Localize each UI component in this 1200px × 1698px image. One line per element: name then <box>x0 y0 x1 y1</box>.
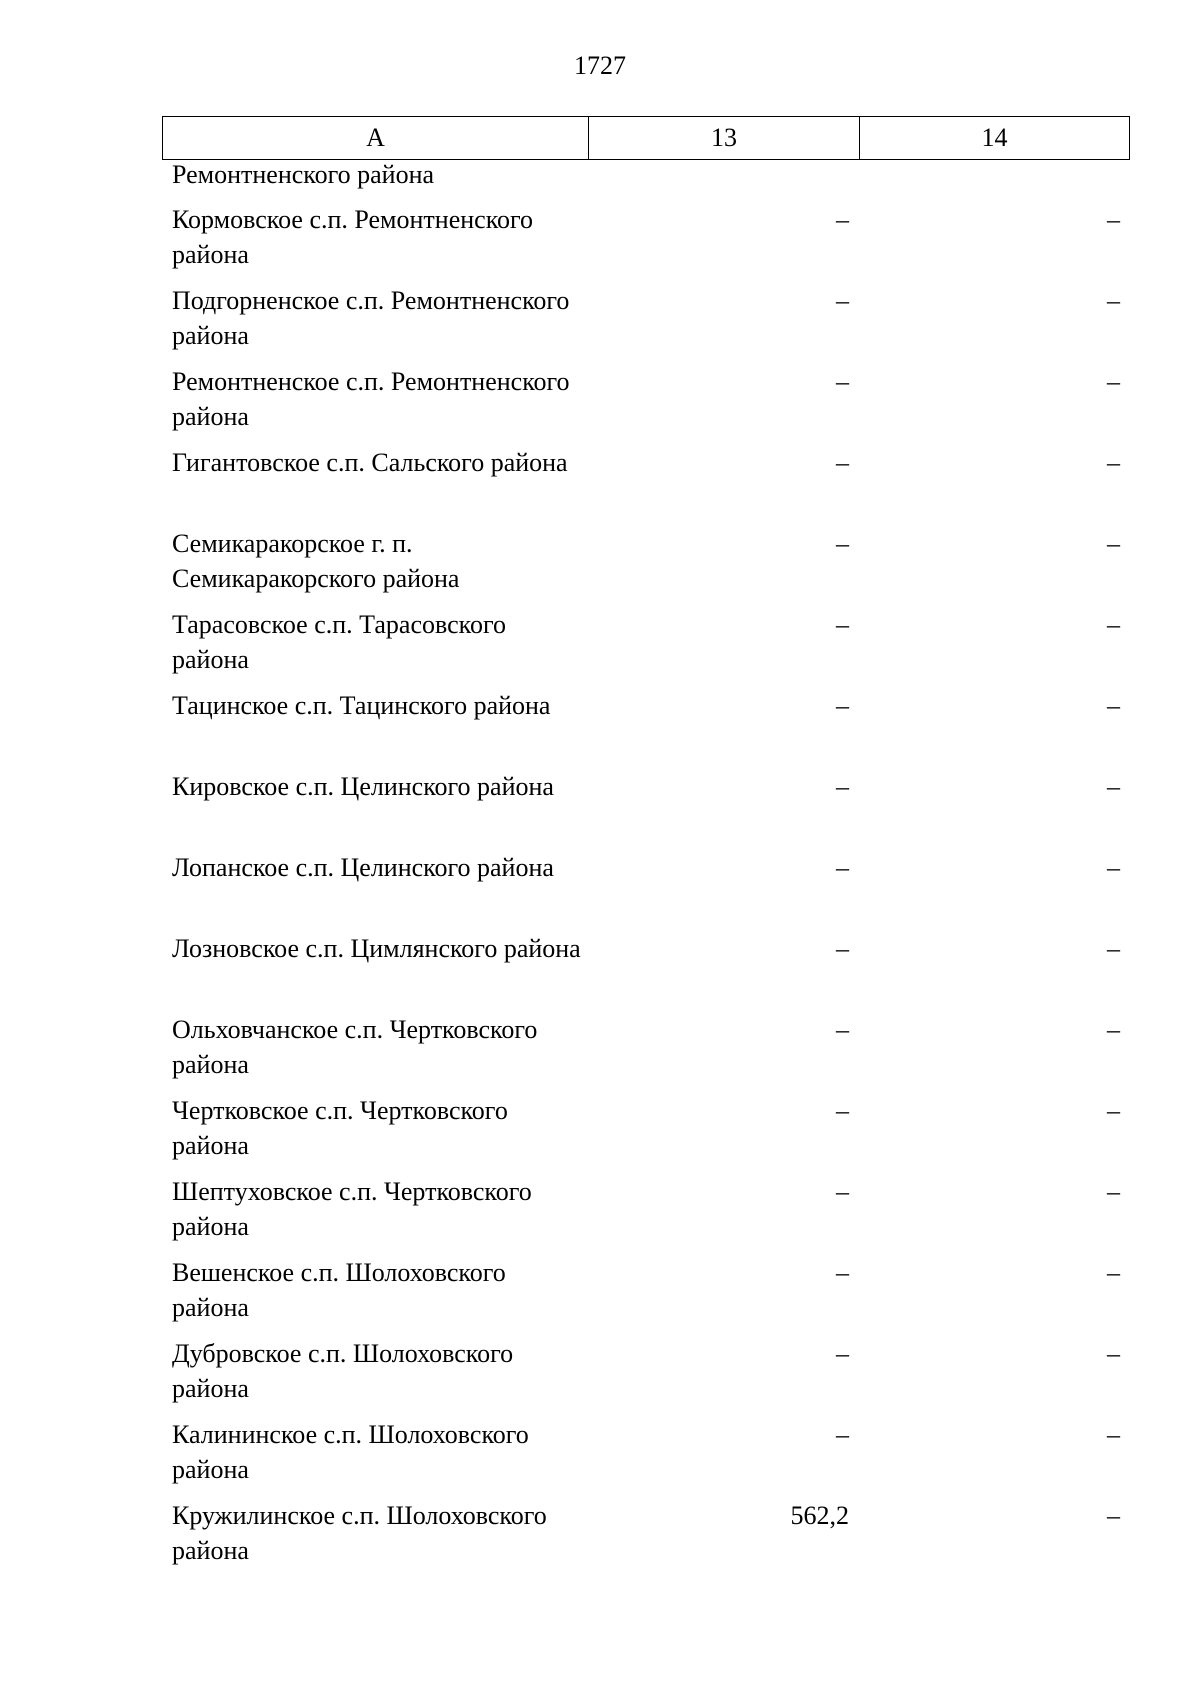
row-col-13: – <box>836 934 849 963</box>
row-col-13: – <box>836 1420 849 1449</box>
table-row <box>162 365 1130 446</box>
row-col-14: – <box>1107 205 1120 234</box>
row-col-14: – <box>1107 448 1120 477</box>
row-name: Тарасовское с.п. Тарасовского района <box>172 610 506 674</box>
row-name: Чертковское с.п. Чертковского района <box>172 1096 508 1160</box>
table-row <box>162 1256 1130 1337</box>
row-name: Дубровское с.п. Шолоховского района <box>172 1339 514 1403</box>
row-col-13: – <box>836 367 849 396</box>
row-col-14: – <box>1107 1420 1120 1449</box>
table-row <box>162 770 1130 851</box>
table-row <box>162 689 1130 770</box>
row-col-14: – <box>1107 853 1120 882</box>
row-col-13: – <box>836 772 849 801</box>
row-name: Кормовское с.п. Ремонтненского района <box>172 205 534 269</box>
row-col-14: – <box>1107 1258 1120 1287</box>
row-col-13: – <box>836 286 849 315</box>
row-name: Вешенское с.п. Шолоховского района <box>172 1258 506 1322</box>
table-row <box>162 1094 1130 1175</box>
row-name: Гигантовское с.п. Сальского района <box>172 448 568 477</box>
row-name: Тацинское с.п. Тацинского района <box>172 691 551 720</box>
table-row <box>162 851 1130 932</box>
row-col-14: – <box>1107 286 1120 315</box>
table-row <box>162 158 1130 203</box>
row-col-14: – <box>1107 1015 1120 1044</box>
row-col-13 <box>588 158 859 203</box>
row-col-13: – <box>836 1339 849 1368</box>
header-cell-14: 14 <box>981 123 1008 152</box>
row-name: Ремонтненское с.п. Ремонтненского района <box>172 367 570 431</box>
row-name: Семикаракорское г. п. Семикаракорского района <box>172 529 460 593</box>
row-col-13: – <box>836 448 849 477</box>
row-col-14: – <box>1107 772 1120 801</box>
page-number: 1727 <box>574 51 626 80</box>
row-col-14: – <box>1107 1339 1120 1368</box>
table-row <box>162 1418 1130 1499</box>
table-row <box>162 527 1130 608</box>
row-name: Лозновское с.п. Цимлянского района <box>172 934 581 963</box>
table-header <box>162 116 1130 160</box>
row-col-13: – <box>836 205 849 234</box>
row-col-14: – <box>1107 610 1120 639</box>
row-col-14: – <box>1107 1501 1120 1530</box>
row-col-13: – <box>836 1258 849 1287</box>
table-row <box>162 932 1130 1013</box>
row-name: Кружилинское с.п. Шолоховского района <box>172 1501 547 1565</box>
table-row <box>162 1175 1130 1256</box>
table-row <box>162 203 1130 284</box>
row-col-14: – <box>1107 691 1120 720</box>
header-cell-13: 13 <box>589 117 860 159</box>
row-name: Подгорненское с.п. Ремонтненского района <box>172 286 570 350</box>
row-col-13: – <box>836 610 849 639</box>
row-col-14: – <box>1107 1096 1120 1125</box>
header-cell-a: А <box>163 117 589 159</box>
row-col-14: – <box>1107 529 1120 558</box>
table-row <box>162 1337 1130 1418</box>
row-name: Кировское с.п. Целинского района <box>172 772 554 801</box>
table-row <box>162 284 1130 365</box>
table-row <box>162 446 1130 527</box>
row-col-14 <box>859 158 1130 203</box>
row-col-14: – <box>1107 367 1120 396</box>
row-col-13: 562,2 <box>790 1501 849 1530</box>
row-col-13: – <box>836 1015 849 1044</box>
table-row <box>162 1499 1130 1580</box>
table-row <box>162 1013 1130 1094</box>
row-name: Ольховчанское с.п. Чертковского района <box>172 1015 538 1079</box>
row-name: Лопанское с.п. Целинского района <box>172 853 554 882</box>
row-name: Калининское с.п. Шолоховского района <box>172 1420 529 1484</box>
row-name: Шептуховское с.п. Чертковского района <box>172 1177 532 1241</box>
row-col-14: – <box>1107 934 1120 963</box>
row-col-14: – <box>1107 1177 1120 1206</box>
row-col-13: – <box>836 853 849 882</box>
row-col-13: – <box>836 1096 849 1125</box>
table-body <box>162 158 1130 1580</box>
row-name: Ремонтненского района <box>172 160 435 189</box>
row-col-13: – <box>836 529 849 558</box>
row-col-13: – <box>836 691 849 720</box>
table-row <box>162 608 1130 689</box>
row-col-13: – <box>836 1177 849 1206</box>
